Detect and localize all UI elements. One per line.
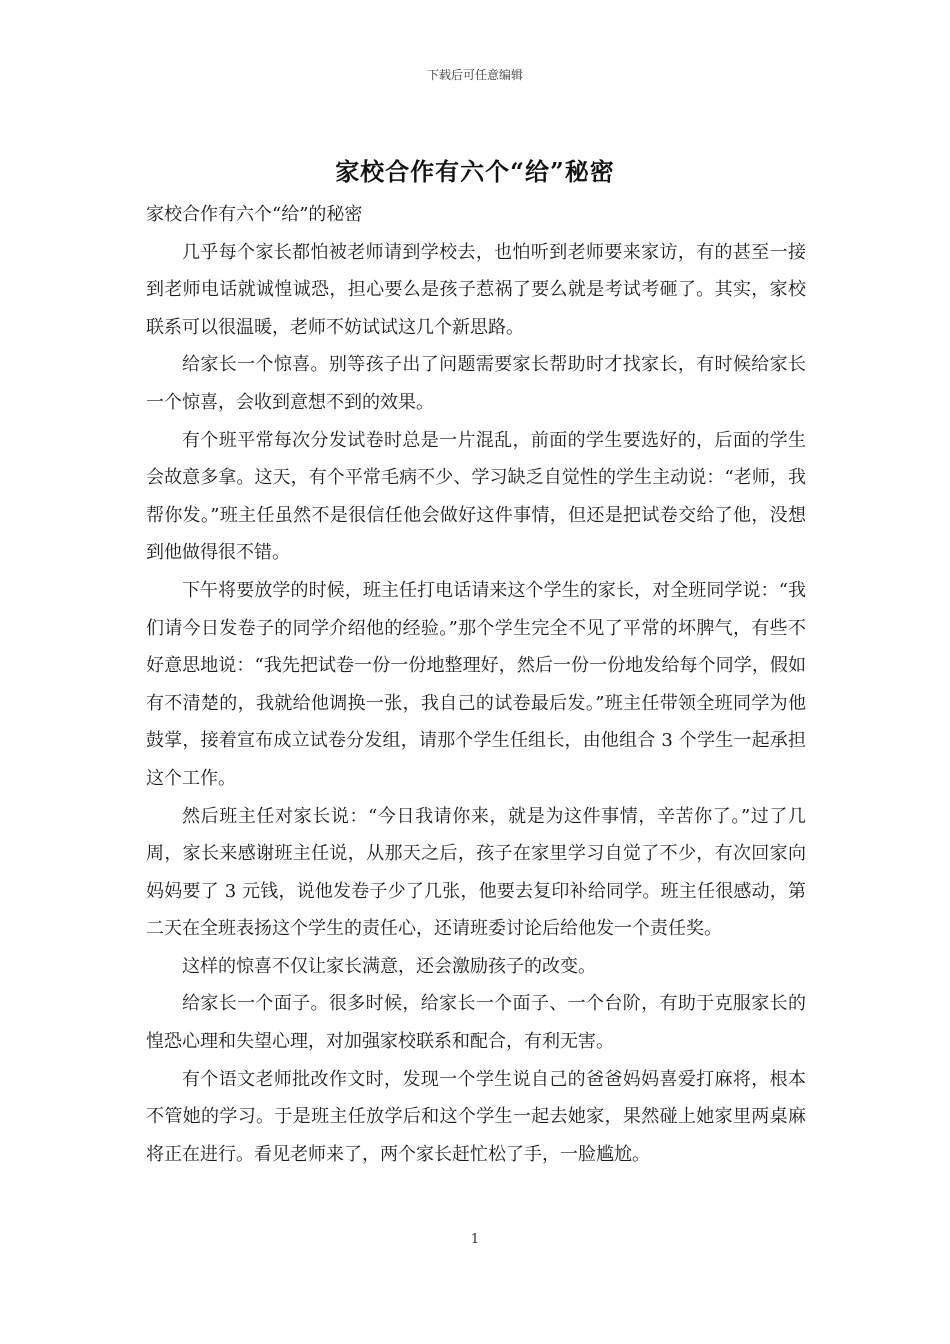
- document-body: [146, 196, 806, 1173]
- paragraph: 几乎每个家长都怕被老师请到学校去，也怕听到老师要来家访，有的甚至一接到老师电话就诚惶诚恐，担心要么是孩子惹祸了要么就是考试考砸了。其实，家校联系可以很温暖，老师不妨试试这几个新思路。: [146, 241, 806, 338]
- paragraph: 给家长一个惊喜。别等孩子出了问题需要家长帮助时才找家长，有时候给家长一个惊喜，会收到意想不到的效果。: [146, 354, 806, 413]
- paragraph: 给家长一个面子。很多时候，给家长一个面子、一个台阶，有助于克服家长的惶恐心理和失望心理，对加强家校联系和配合，有利无害。: [146, 993, 806, 1053]
- paragraph: 然后班主任对家长说：“今日我请你来，就是为这件事情，辛苦你了。”过了几周，家长来感谢班主任说，从那天之后，孩子在家里学习自觉了不少，有次回家向妈妈要了 3 元钱，说他发卷子少了几张，他要去复印补给同学。班主任很感动，第二天在全班表扬这个学生的责任心，还请班委讨论后给他发一个责任奖。: [146, 805, 806, 940]
- paragraph: 这样的惊喜不仅让家长满意，还会激励孩子的改变。: [182, 955, 596, 977]
- paragraph: 下午将要放学的时候，班主任打电话请来这个学生的家长，对全班同学说：“我们请今日发卷子的同学介绍他的经验。”那个学生完全不见了平常的坏脾气，有些不好意思地说：“我先把试卷一份一份地整理好，然后一份一份地发给每个同学，假如有不清楚的，我就给他调换一张，我自己的试卷最后发。”班主任带领全班同学为他鼓掌，接着宣布成立试卷分发组，请那个学生任组长，由他组合 3 个学生一起承担这个工作。: [146, 579, 806, 789]
- subtitle-paragraph: 家校合作有六个“给”的秘密: [146, 204, 363, 225]
- paragraph: 有个语文老师批改作文时，发现一个学生说自己的爸爸妈妈喜爱打麻将，根本不管她的学习。于是班主任放学后和这个学生一起去她家，果然碰上她家里两桌麻将正在进行。看见老师来了，两个家长赶忙松了手，一脸尴尬。: [146, 1068, 806, 1165]
- page-number: 1: [470, 1232, 480, 1247]
- page-header-note: 下载后可任意编辑: [426, 68, 523, 82]
- document-title: 家校合作有六个“给”秘密: [335, 157, 615, 186]
- paragraph: 有个班平常每次分发试卷时总是一片混乱，前面的学生要选好的，后面的学生会故意多拿。这天，有个平常毛病不少、学习缺乏自觉性的学生主动说：“老师，我帮你发。”班主任虽然不是很信任他会做好这件事情，但还是把试卷交给了他，没想到他做得很不错。: [146, 429, 806, 564]
